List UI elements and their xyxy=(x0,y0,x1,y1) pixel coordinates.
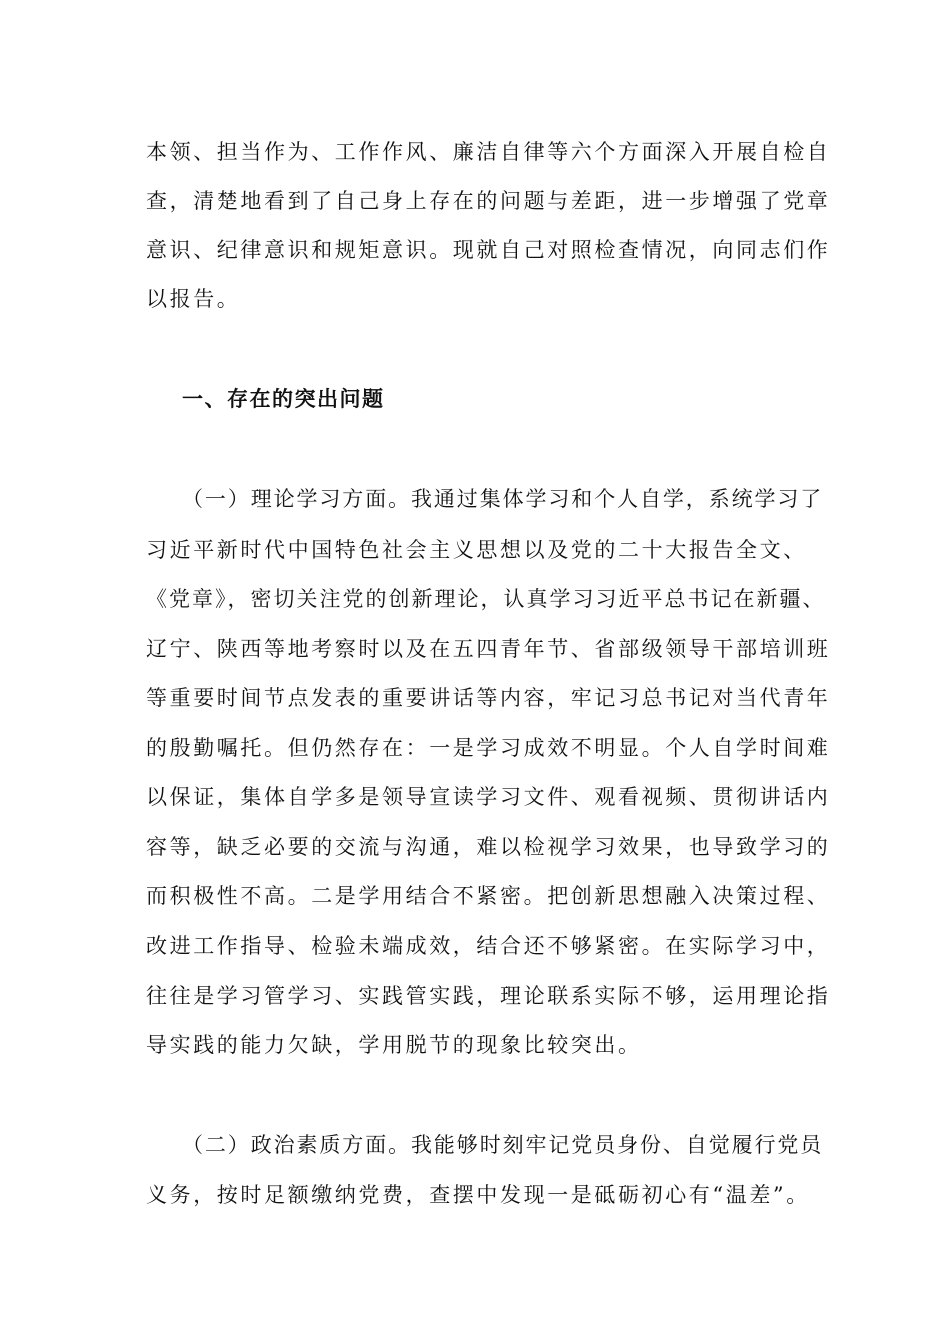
paragraph-line: 等重要时间节点发表的重要讲话等内容，牢记习总书记对当代青年 xyxy=(146,686,831,710)
paragraph-line: 意识、纪律意识和规矩意识。现就自己对照检查情况，向同志们作 xyxy=(146,238,831,262)
paragraph-line: 以报告。 xyxy=(146,287,241,311)
paragraph-line: 的殷勤嘱托。但仍然存在：一是学习成效不明显。个人自学时间难 xyxy=(146,736,831,760)
paragraph-line: 导实践的能力欠缺，学用脱节的现象比较突出。 xyxy=(146,1033,642,1057)
paragraph-line: 而积极性不高。二是学用结合不紧密。把创新思想融入决策过程、 xyxy=(146,884,831,908)
paragraph-line: 习近平新时代中国特色社会主义思想以及党的二十大报告全文、 xyxy=(146,538,807,562)
paragraph-line: 改进工作指导、检验未端成效，结合还不够紧密。在实际学习中， xyxy=(146,934,831,958)
paragraph-line: 查，清楚地看到了自己身上存在的问题与差距，进一步增强了党章 xyxy=(146,189,831,213)
paragraph-line: 义务，按时足额缴纳党费，查摆中发现一是砥砺初心有“温差”。 xyxy=(146,1183,810,1207)
paragraph-line: （一）理论学习方面。我通过集体学习和个人自学，系统学习了 xyxy=(182,487,824,511)
paragraph-line: 《党章》，密切关注党的创新理论，认真学习习近平总书记在新疆、 xyxy=(146,587,826,611)
paragraph-line: 本领、担当作为、工作作风、廉洁自律等六个方面深入开展自检自 xyxy=(146,140,831,164)
section-heading: 一、存在的突出问题 xyxy=(182,386,385,411)
paragraph-line: 容等，缺乏必要的交流与沟通，难以检视学习效果，也导致学习的 xyxy=(146,835,831,859)
paragraph-line: 往往是学习管学习、实践管实践，理论联系实际不够，运用理论指 xyxy=(146,984,831,1008)
paragraph-line: 以保证，集体自学多是领导宣读学习文件、观看视频、贯彻讲话内 xyxy=(146,785,831,809)
paragraph-line: （二）政治素质方面。我能够时刻牢记党员身份、自觉履行党员 xyxy=(182,1133,824,1157)
paragraph-line: 辽宁、陕西等地考察时以及在五四青年节、省部级领导干部培训班 xyxy=(146,637,831,661)
